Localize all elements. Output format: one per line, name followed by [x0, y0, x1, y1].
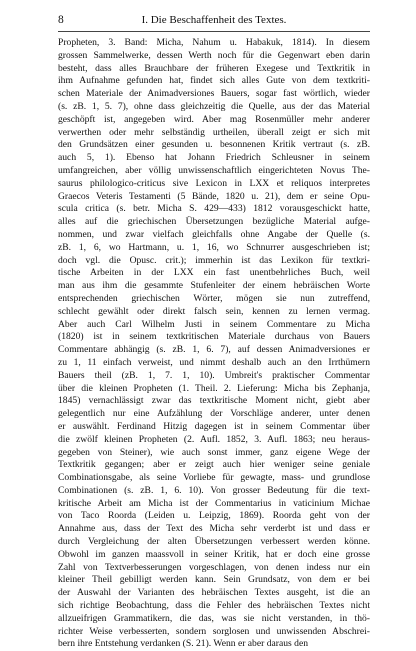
header-rule — [58, 31, 370, 32]
text-line: saurus philologico-criticus sive Lexicon in LXX et reliquos interpretes — [58, 177, 370, 189]
text-line: Aber auch Carl Wilhelm Justi in seinem Commentare zu Micha — [58, 318, 370, 330]
text-line: nommen, und zwar vielfach gleichfalls ohne Angabe der Quelle (s. — [58, 228, 370, 240]
text-line: zu 1, 11 einfach verweist, und nimmt deshalb auch an den Irrthümern — [58, 356, 370, 368]
text-line: besteht, dass alles Brauchbare der früheren Exegese und Textkritik in — [58, 62, 370, 74]
text-line: entsprechenden griechischen Wörter, mögen sie nun zutreffend, — [58, 292, 370, 304]
text-line: die zwölf kleinen Propheten (2. Aufl. 1852, 3. Aufl. 1863; neu heraus- — [58, 433, 370, 445]
text-line: Combinationen (s. zB. 1, 6. 10). Von grosser Bedeutung für die text- — [58, 484, 370, 496]
text-line: (s. zB. 1, 5. 7), ohne dass gleichzeitig die Quelle, aus der das Material — [58, 100, 370, 112]
text-line: man aus ihm die gesammte Stufenleiter der einem hebräischen Worte — [58, 280, 370, 292]
text-line: Commentare abhängig (s. zB. 1, 6. 7), auf dessen Animadversiones er — [58, 344, 370, 356]
text-line: ihm Aufnahme gefunden hat, findet sich alles Gute von dem textkriti- — [58, 75, 370, 87]
text-line: Propheten, 3. Band: Micha, Nahum u. Habakuk, 1814). In diesem — [58, 37, 370, 48]
text-line: verwerthen oder mehr selbständig urtheilen, überall zeigt er sich mit — [58, 126, 370, 138]
text-line: richter Weise verbesserten, sondern sorglosen und unwissenden Abschrei- — [58, 625, 370, 637]
text-line: allzueifrigen Grammatikern, die das, was sie nicht verstanden, in thö- — [58, 612, 370, 624]
text-line: Bauers theil (zB. 1, 7. 1, 10). Umbreit's praktischer Commentar — [58, 369, 370, 381]
text-line: sich richtige Beobachtung, dass die Fehler des hebräischen Textes nicht — [58, 600, 370, 612]
text-line: Annahme aus, dass der Text des Micha sehr verderbt ist und dass er — [58, 523, 370, 535]
text-line: gelegentlich nur eine Aufzählung der Vorschläge anderer, unter denen — [58, 408, 370, 420]
text-line: zB. 1, 6, wo Hartmann, u. 1, 16, wo Schnurrer ausgeschrieben ist; — [58, 241, 370, 253]
text-line: scula critica (s. betr. Micha S. 429—433) 1812 vorausgeschickt hatte, — [58, 203, 370, 215]
text-line: er auswählt. Ferdinand Hitzig dagegen ist in seinem Commentar über — [58, 420, 370, 432]
text-line: schlecht gewählt oder direkt falsch sein, kennen zu lernen vermag. — [58, 305, 370, 317]
text-line: grossen Sammelwerke, dessen Werth noch für die Gegenwart eben darin — [58, 49, 370, 61]
text-line: geschöpft ist, angegeben wird. Aber mag Rosenmüller mehr anderer — [58, 113, 370, 125]
running-head: I. Die Beschaffenheit des Textes. — [141, 14, 287, 26]
text-line: Graecos Veteris Testamenti (5 Bände, 1820 u. 21), dem er seine Opu- — [58, 190, 370, 202]
page-header — [58, 13, 370, 27]
text-line: doch vgl. die Opusc. crit.); immerhin ist das Lexikon für textkri- — [58, 254, 370, 266]
text-line: gegeben von Steiner), wie auch sonst immer, ganz eigene Wege der — [58, 446, 370, 458]
text-line: der Auswahl der Varianten des hebräischen Textes ausgeht, ist die an — [58, 587, 370, 599]
text-line: bern ihre Entstehung verdanken (S. 21). Wenn er aber daraus den — [58, 638, 308, 650]
text-line: Obwohl im ganzen maassvoll in seiner Kritik, hat er doch eine grosse — [58, 548, 370, 560]
text-line: umfangreichen, aber völlig unwissenschaftlich eingerichteten Novus The- — [58, 164, 370, 176]
text-line: Zahl von Textverbesserungen vorgeschlagen, von denen indess nur ein — [58, 561, 370, 573]
text-line: (1820) ist in seinem textkritischen Materiale durchaus von Bauers — [58, 331, 370, 343]
text-line: auch 5, 1). Ebenso hat Johann Friedrich Schleusner in seinem — [58, 152, 370, 164]
text-line: über die kleinen Propheten (1. Theil. 2. Lieferung: Micha bis Zephanja, — [58, 382, 370, 394]
text-line: Textkritik gegangen; aber er zeigt auch hier weniger seine geniale — [58, 459, 370, 471]
page-number: 8 — [58, 14, 64, 26]
text-line: 1845) vernachlässigt zwar das textkritische Moment nicht, giebt aber — [58, 395, 370, 407]
text-line: kleiner Theil gebilligt werden kann. Sein Grundsatz, von dem er bei — [58, 574, 370, 586]
text-line: tische Arbeiten in der LXX ein fast unentbehrliches Buch, weil — [58, 267, 370, 279]
text-line: den Grundsätzen einer gesunden u. besonnenen Kritik vertraut (s. zB. — [58, 139, 370, 151]
text-line: durch Vergleichung der alten Übersetzungen verbessert werden könne. — [58, 536, 370, 548]
body-text — [58, 37, 370, 651]
text-line: Combinationsgabe, als seine Vorliebe für gewagte, mass- und grundlose — [58, 472, 370, 484]
text-line: alles auf die griechischen Übersetzungen bezügliche Material aufge- — [58, 216, 370, 228]
text-line: von Taco Roorda (Leiden u. Leipzig, 1869). Roorda geht von der — [58, 510, 370, 522]
text-line: schen Materiale der Animadversiones Bauers, sogar fast wörtlich, wieder — [58, 88, 370, 100]
text-line: kritische Arbeit am Micha ist der Commentarius in vaticinium Michae — [58, 497, 370, 509]
